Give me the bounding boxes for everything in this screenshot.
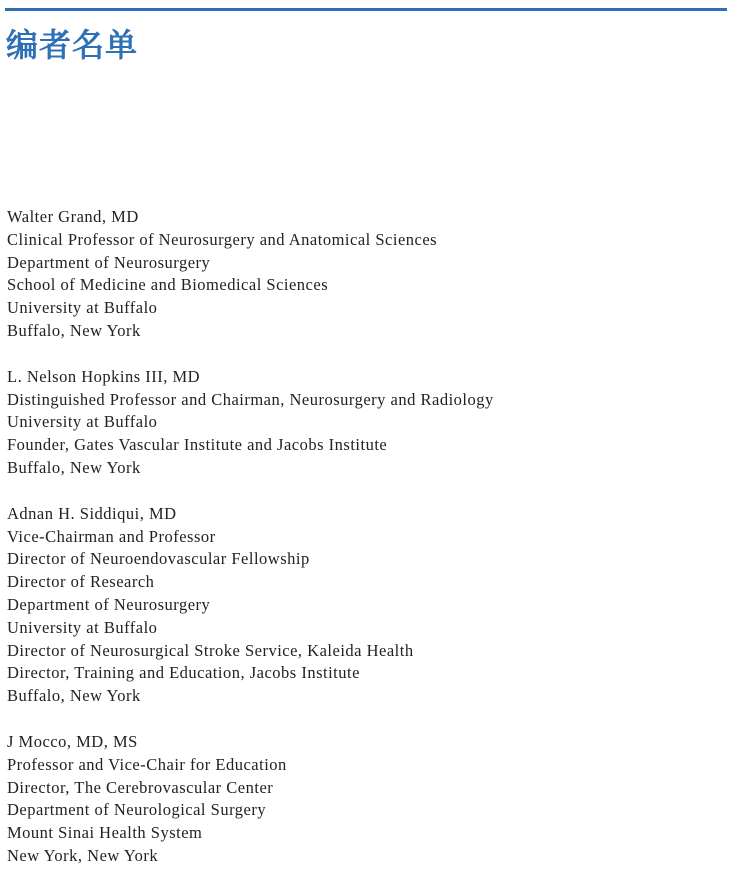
affiliation-line: Department of Neurosurgery (7, 252, 211, 272)
affiliation-line: School of Medicine and Biomedical Sciences (7, 275, 329, 295)
affiliation-line: Director of Neuroendovascular Fellowship (7, 549, 310, 569)
affiliation-line: Director of Research (7, 572, 155, 592)
contributor-entry (7, 503, 722, 708)
affiliation-line: University at Buffalo (7, 617, 158, 637)
affiliation-line: Distinguished Professor and Chairman, Neurosurgery and Radiology (7, 389, 494, 409)
affiliation-line: Director of Neurosurgical Stroke Service, Kaleida Health (7, 640, 414, 660)
contributor-name: Walter Grand, MD (7, 207, 139, 226)
contributor-list (7, 206, 722, 891)
contributor-entry (7, 366, 722, 480)
affiliation-line: New York, New York (7, 845, 159, 865)
contributor-entry (7, 206, 722, 343)
affiliation-line: Clinical Professor of Neurosurgery and Anatomical Sciences (7, 229, 438, 249)
affiliation-line: Department of Neurosurgery (7, 594, 211, 614)
affiliation-line: Founder, Gates Vascular Institute and Jacobs Institute (7, 435, 388, 455)
affiliation-line: Buffalo, New York (7, 686, 141, 706)
affiliation-line: Vice-Chairman and Professor (7, 526, 216, 546)
contributor-name: L. Nelson Hopkins III, MD (7, 366, 201, 386)
affiliation-line: University at Buffalo (7, 298, 158, 318)
affiliation-line: Mount Sinai Health System (7, 823, 203, 843)
affiliation-line: University at Buffalo (7, 412, 158, 432)
affiliation-line: Professor and Vice-Chair for Education (7, 754, 287, 774)
contributor-entry (7, 731, 722, 868)
page-title: 编者名单 (6, 26, 139, 64)
affiliation-line: Department of Neurological Surgery (7, 800, 267, 820)
affiliation-line: Buffalo, New York (7, 320, 141, 340)
affiliation-line: Director, The Cerebrovascular Center (7, 777, 274, 797)
contributor-name: J Mocco, MD, MS (7, 731, 138, 751)
affiliation-line: Buffalo, New York (7, 457, 141, 477)
affiliation-line: Director, Training and Education, Jacobs Institute (7, 663, 360, 683)
top-rule (5, 8, 727, 11)
contributor-name: Adnan H. Siddiqui, MD (7, 503, 177, 523)
